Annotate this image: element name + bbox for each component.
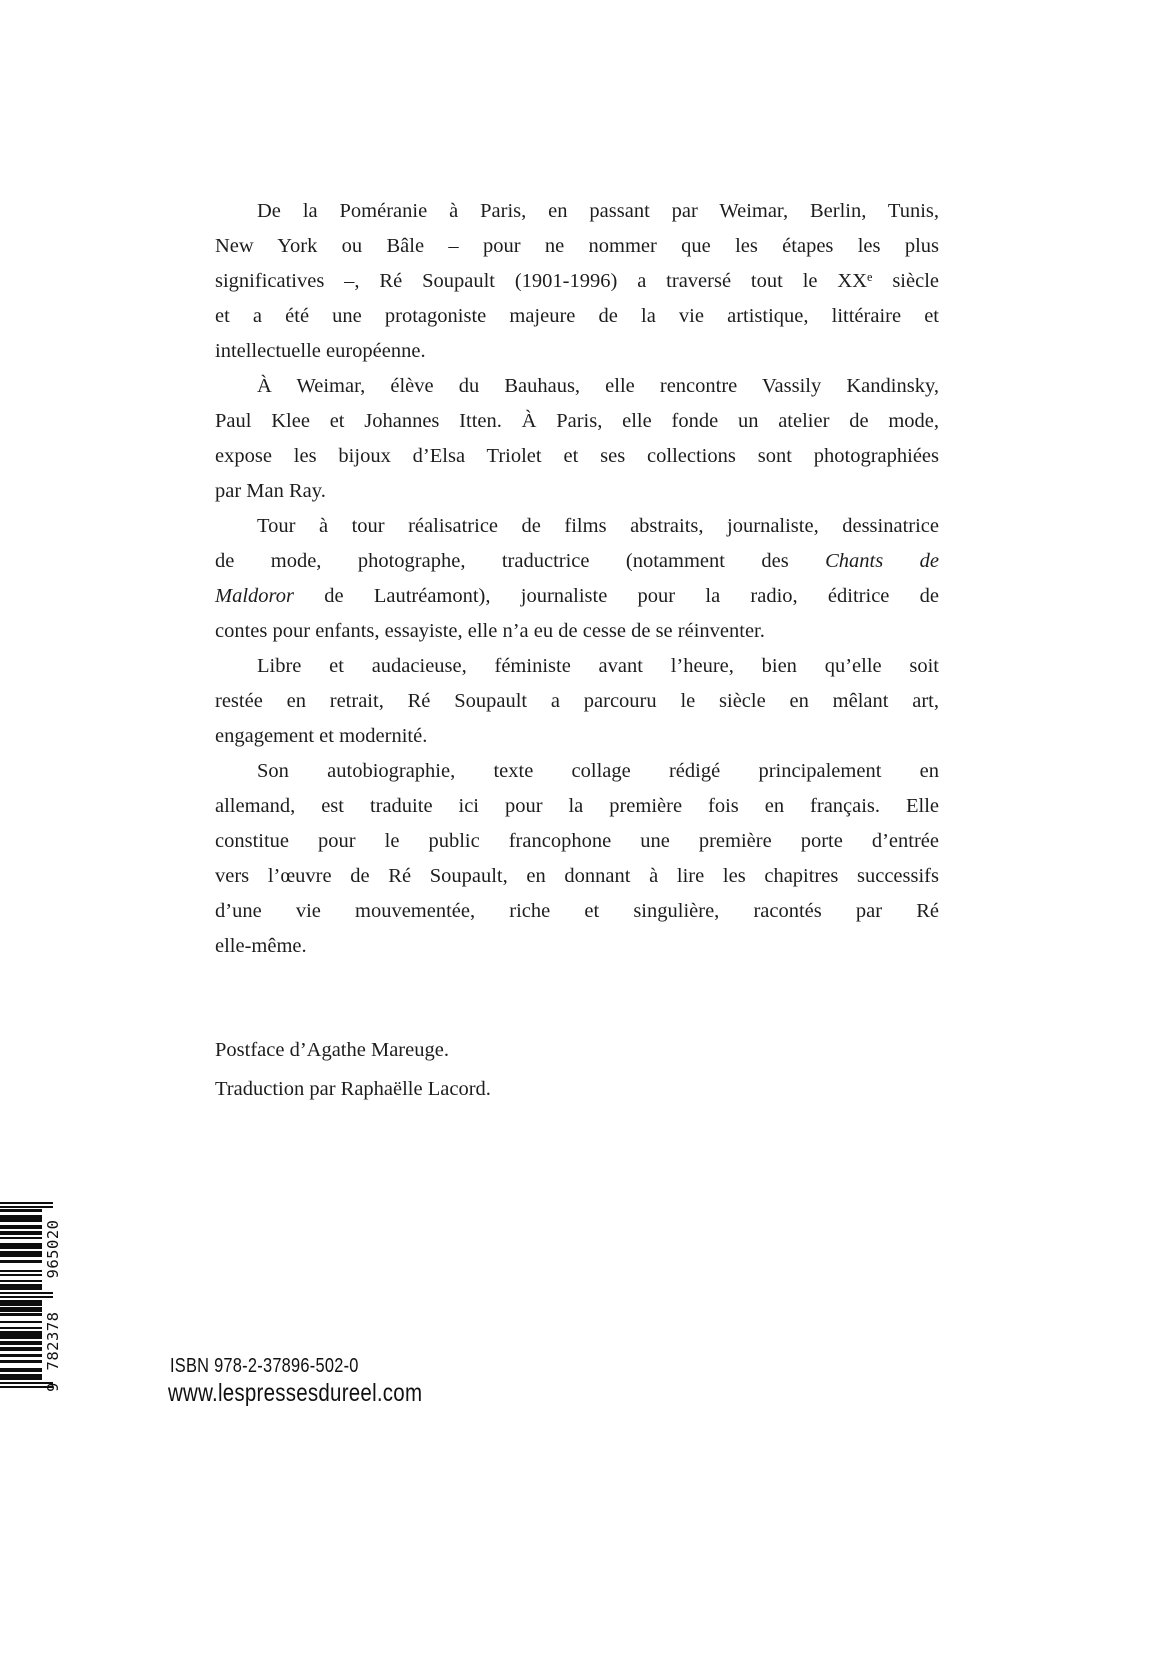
barcode-bar [0,1341,42,1343]
barcode-bar [0,1327,42,1329]
text-line: elle-même. [215,935,307,957]
ean13-barcode [0,1202,64,1392]
barcode-bar [0,1253,42,1255]
barcode-bar [0,1245,42,1247]
barcode-bar [0,1288,42,1290]
text-line: contes pour enfants, essayiste, elle n’a eu de cesse de se réinventer. [215,620,765,642]
barcode-bar [0,1243,42,1245]
barcode-rotated-inner [0,1202,62,1392]
barcode-bar [0,1215,42,1217]
back-cover-text [215,194,939,964]
barcode-bar [0,1219,42,1221]
barcode-digit-group: 9 [44,1382,62,1392]
barcode-bar [0,1374,42,1376]
publisher-website-text [168,1381,478,1406]
barcode-bar [0,1335,42,1337]
text-line: Paul Klee et Johannes Itten. À Paris, elle fonde un atelier de mode, [215,410,939,432]
text-line: intellectuelle européenne. [215,340,426,362]
text-line: De la Poméranie à Paris, en passant par Weimar, Berlin, Tunis, [257,200,939,222]
text-line: Maldoror de Lautréamont), journaliste pour la radio, éditrice de [215,585,939,607]
barcode-bar [0,1368,42,1370]
barcode-bar [0,1313,42,1315]
barcode-bar [0,1337,42,1339]
text-line: significatives –, Ré Soupault (1901-1996) a traversé tout le XXe siècle [215,269,939,292]
barcode-bar [0,1270,42,1272]
barcode-bar [0,1247,42,1249]
barcode-bar [0,1376,42,1378]
barcode-bar [0,1210,42,1212]
barcode-bar [0,1309,42,1311]
barcode-bar [0,1296,53,1298]
text-line: expose les bijoux d’Elsa Triolet et ses collections sont photographiées [215,445,939,467]
website-url: www.lespressesdureel.com [168,1379,423,1407]
text-line: restée en retrait, Ré Soupault a parcouru le siècle en mêlant art, [215,690,939,712]
barcode-bar [0,1286,42,1288]
barcode-bar [0,1251,42,1253]
barcode-bar [0,1370,42,1372]
barcode-bar [0,1231,42,1233]
barcode-bar [0,1255,42,1257]
text-line: d’une vie mouvementée, riche et singulière, racontés par Ré [215,900,939,922]
barcode-bar [0,1274,42,1276]
barcode-bar [0,1331,42,1333]
barcode-bar [0,1202,53,1204]
barcode-bar [0,1302,42,1304]
text-line: et a été une protagoniste majeure de la vie artistique, littéraire et [215,305,939,327]
barcode-digit-group: 782378 [44,1311,62,1371]
barcode-bar [0,1225,42,1227]
barcode-bar [0,1343,42,1345]
barcode-bar [0,1347,42,1349]
isbn-text [170,1356,400,1376]
barcode-bar [0,1321,42,1323]
text-line: Libre et audacieuse, féministe avant l’heure, bien qu’elle soit [257,655,939,677]
text-line: New York ou Bâle – pour ne nommer que les étapes les plus [215,235,939,257]
barcode-bar [0,1227,42,1229]
barcode-bar [0,1333,42,1335]
barcode-bar [0,1292,53,1294]
barcode-bar [0,1303,42,1305]
barcode-bar [0,1378,42,1380]
barcode-digit-group: 965020 [44,1219,62,1279]
barcode-bar [0,1307,42,1309]
barcode-bar [0,1280,42,1282]
barcode-bar [0,1300,42,1302]
barcode-bar [0,1349,42,1351]
barcode-bar [0,1237,42,1239]
text-line: Son autobiographie, texte collage rédigé principalement en [257,760,939,782]
postface-credit: Postface d’Agathe Mareuge. [215,1039,449,1061]
text-line: engagement et modernité. [215,725,428,747]
text-line: de mode, photographe, traductrice (notamment des Chants de [215,550,939,572]
barcode-bar [0,1284,42,1286]
translation-credit: Traduction par Raphaëlle Lacord. [215,1078,491,1100]
barcode-bar [0,1260,42,1262]
text-line: allemand, est traduite ici pour la première fois en français. Elle [215,795,939,817]
text-line: Tour à tour réalisatrice de films abstraits, journaliste, dessinatrice [257,515,939,537]
isbn-label: ISBN 978-2-37896-502-0 [170,1355,359,1377]
barcode-bar [0,1217,42,1219]
text-line: par Man Ray. [215,480,326,502]
credits-block [215,1031,491,1109]
text-line: À Weimar, élève du Bauhaus, elle rencontre Vassily Kandinsky, [257,375,939,397]
barcode-bar [0,1360,42,1362]
text-line: constitue pour le public francophone une première porte d’entrée [215,830,939,852]
barcode-bar [0,1354,42,1356]
text-line: vers l’œuvre de Ré Soupault, en donnant à lire les chapitres successifs [215,865,939,887]
